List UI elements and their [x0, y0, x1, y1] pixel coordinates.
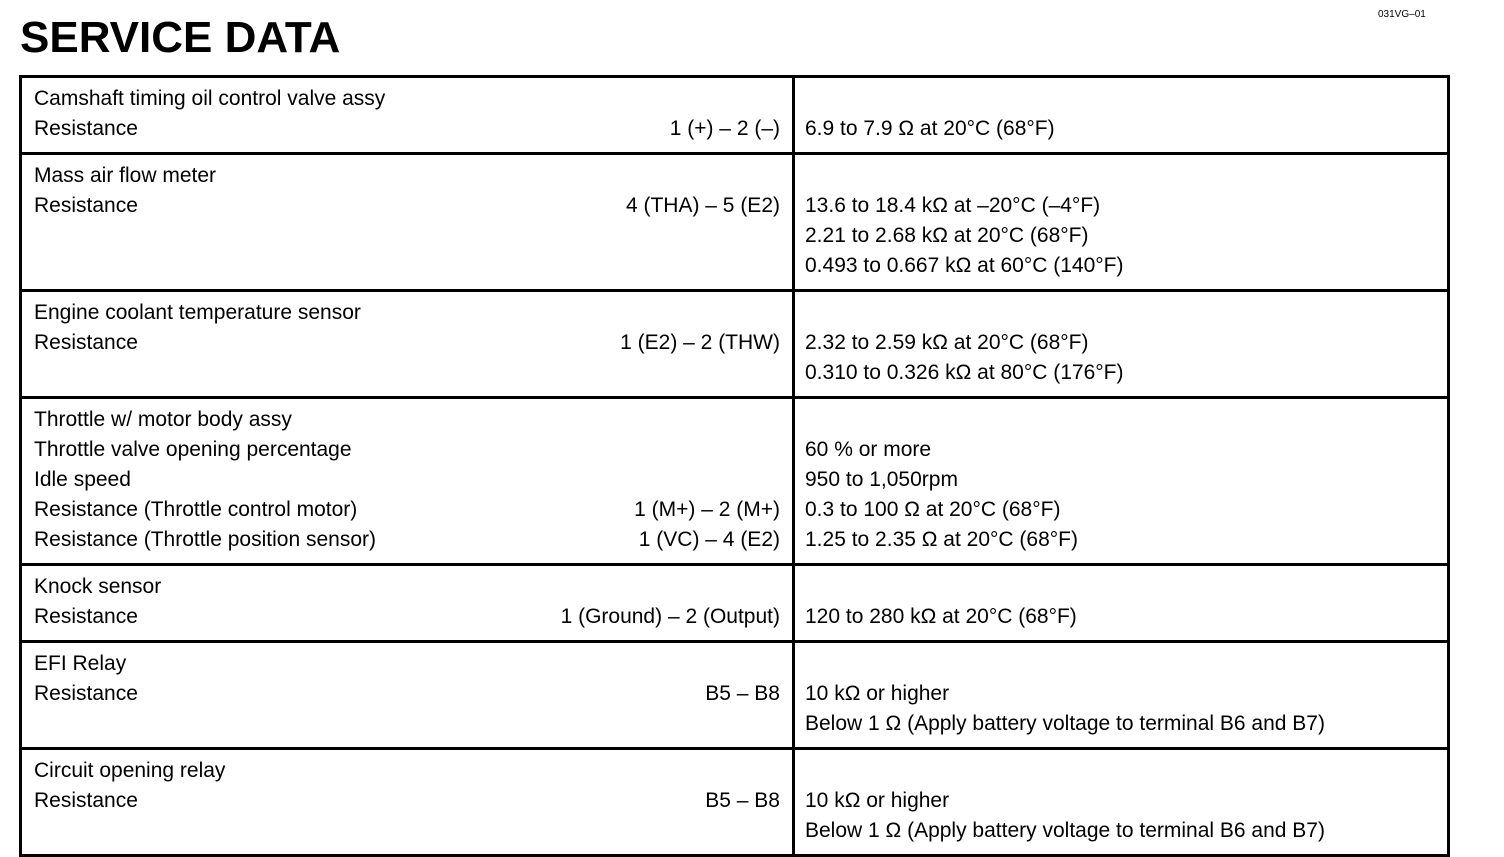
terminal-spec: 1 (E2) – 2 (THW)	[620, 331, 780, 354]
standard-value	[795, 649, 1447, 679]
measurement-line	[22, 525, 792, 555]
spec-item-cell	[21, 154, 794, 291]
measurement-label: Resistance	[34, 682, 138, 705]
standard-value: 10 kΩ or higher	[805, 789, 950, 812]
terminal-spec: B5 – B8	[705, 789, 780, 812]
component-line	[22, 298, 792, 328]
measurement-line	[22, 602, 792, 632]
standard-value: 10 kΩ or higher	[805, 682, 950, 705]
standard-value: Below 1 Ω (Apply battery voltage to terminal B6 and B7)	[805, 819, 1325, 842]
component-name: Throttle w/ motor body assy	[34, 408, 292, 431]
component-name: Engine coolant temperature sensor	[34, 301, 361, 324]
spec-item-cell	[21, 291, 794, 398]
measurement-line	[22, 679, 792, 709]
spec-value-cell	[794, 398, 1449, 565]
component-line	[22, 161, 792, 191]
measurement-label: Resistance (Throttle position sensor)	[34, 528, 376, 551]
terminal-spec: 1 (Ground) – 2 (Output)	[560, 605, 780, 628]
component-name: EFI Relay	[34, 652, 127, 675]
spec-section	[21, 154, 1449, 291]
measurement-label: Resistance	[34, 789, 138, 812]
standard-value: Below 1 Ω (Apply battery voltage to terminal B6 and B7)	[805, 712, 1325, 735]
standard-value: 1.25 to 2.35 Ω at 20°C (68°F)	[805, 528, 1078, 551]
measurement-label: Resistance	[34, 117, 138, 140]
spec-value-cell	[794, 77, 1449, 154]
measurement-line	[22, 328, 792, 358]
spec-value-cell	[794, 291, 1449, 398]
measurement-line	[22, 221, 792, 251]
component-name: Camshaft timing oil control valve assy	[34, 87, 386, 110]
spec-item-cell	[21, 565, 794, 642]
measurement-line	[22, 465, 792, 495]
standard-value	[795, 756, 1447, 786]
component-name: Mass air flow meter	[34, 164, 217, 187]
service-data-body	[21, 77, 1449, 856]
standard-value	[795, 161, 1447, 191]
measurement-label: Resistance	[34, 194, 138, 217]
terminal-spec: 4 (THA) – 5 (E2)	[625, 194, 780, 217]
component-name: Knock sensor	[34, 575, 162, 598]
spec-section	[21, 291, 1449, 398]
spec-value-cell	[794, 154, 1449, 291]
terminal-spec: 1 (+) – 2 (–)	[669, 117, 780, 140]
spec-item-cell	[21, 77, 794, 154]
standard-value: 2.32 to 2.59 kΩ at 20°C (68°F)	[805, 331, 1089, 354]
spec-section	[21, 565, 1449, 642]
standard-value	[795, 572, 1447, 602]
standard-value: 0.493 to 0.667 kΩ at 60°C (140°F)	[805, 254, 1124, 277]
terminal-spec: 1 (VC) – 4 (E2)	[638, 528, 780, 551]
standard-value: 2.21 to 2.68 kΩ at 20°C (68°F)	[805, 224, 1089, 247]
spec-value-cell	[794, 642, 1449, 749]
standard-value: 120 to 280 kΩ at 20°C (68°F)	[805, 605, 1077, 628]
spec-section	[21, 749, 1449, 856]
component-line	[22, 405, 792, 435]
spec-value-cell	[794, 565, 1449, 642]
measurement-label: Resistance	[34, 331, 138, 354]
measurement-line	[22, 495, 792, 525]
component-line	[22, 756, 792, 786]
standard-value	[795, 405, 1447, 435]
spec-item-cell	[21, 642, 794, 749]
standard-value	[795, 84, 1447, 114]
spec-section	[21, 77, 1449, 154]
standard-value: 6.9 to 7.9 Ω at 20°C (68°F)	[805, 117, 1055, 140]
spec-section	[21, 398, 1449, 565]
measurement-line	[22, 358, 792, 388]
measurement-label: Resistance	[34, 605, 138, 628]
terminal-spec: 1 (M+) – 2 (M+)	[634, 498, 780, 521]
spec-section	[21, 642, 1449, 749]
measurement-line	[22, 435, 792, 465]
service-data-table	[19, 75, 1450, 857]
component-line	[22, 84, 792, 114]
measurement-line	[22, 786, 792, 816]
measurement-line	[22, 251, 792, 281]
measurement-label: Resistance (Throttle control motor)	[34, 498, 358, 521]
component-line	[22, 572, 792, 602]
measurement-label: Idle speed	[34, 468, 131, 491]
standard-value: 950 to 1,050rpm	[805, 468, 958, 491]
spec-item-cell	[21, 749, 794, 856]
spec-item-cell	[21, 398, 794, 565]
standard-value: 13.6 to 18.4 kΩ at –20°C (–4°F)	[805, 194, 1101, 217]
component-name: Circuit opening relay	[34, 759, 226, 782]
page-title: SERVICE DATA	[20, 13, 341, 62]
measurement-line	[22, 191, 792, 221]
standard-value: 0.310 to 0.326 kΩ at 80°C (176°F)	[805, 361, 1124, 384]
measurement-label: Throttle valve opening percentage	[34, 438, 352, 461]
standard-value: 0.3 to 100 Ω at 20°C (68°F)	[805, 498, 1061, 521]
document-code: 031VG–01	[1378, 9, 1426, 20]
spec-value-cell	[794, 749, 1449, 856]
component-line	[22, 649, 792, 679]
terminal-spec: B5 – B8	[705, 682, 780, 705]
measurement-line	[22, 114, 792, 144]
standard-value	[795, 298, 1447, 328]
measurement-line	[22, 816, 792, 846]
standard-value: 60 % or more	[805, 438, 932, 461]
measurement-line	[22, 709, 792, 739]
